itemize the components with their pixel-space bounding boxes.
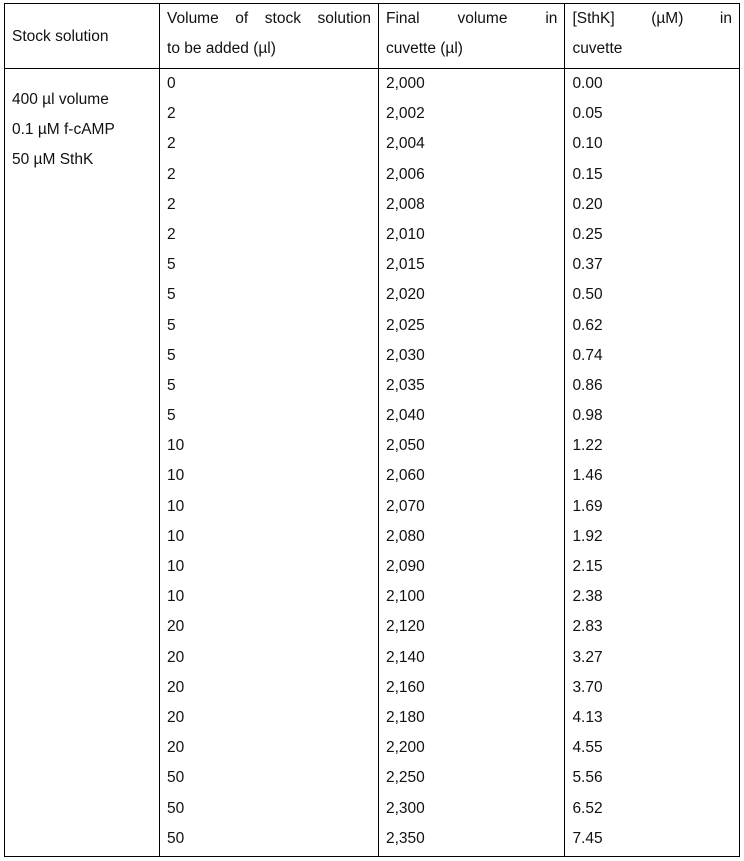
final-volume-cell: 2,070 bbox=[385, 497, 425, 515]
header-conc-word: (µM) bbox=[651, 10, 684, 27]
final-volume-cell: 2,015 bbox=[385, 256, 425, 274]
header-final-volume bbox=[378, 4, 564, 69]
volume-cell: 20 bbox=[167, 648, 185, 666]
header-stock-solution bbox=[5, 4, 160, 69]
volume-cell: 20 bbox=[167, 739, 185, 757]
header-final-word: Final bbox=[385, 10, 420, 27]
final-volume-cell: 2,090 bbox=[385, 558, 425, 575]
concentration-cell: 2.83 bbox=[572, 618, 603, 636]
volume-cell: 5 bbox=[167, 407, 176, 425]
concentration-cell: 3.27 bbox=[572, 648, 603, 666]
volume-cell: 10 bbox=[167, 558, 185, 575]
final-volume-cell: 2,035 bbox=[385, 376, 425, 394]
final-volume-cell: 2,160 bbox=[385, 678, 425, 696]
concentration-cell: 6.52 bbox=[572, 799, 603, 817]
concentration-cell: 0.86 bbox=[572, 376, 603, 394]
volume-cell: 20 bbox=[167, 708, 185, 726]
final-volume-cell: 2,004 bbox=[385, 135, 425, 153]
concentration-cell: 2.38 bbox=[572, 588, 603, 606]
final-volume-cell: 2,002 bbox=[385, 105, 425, 123]
concentration-cell: 0.00 bbox=[572, 75, 603, 92]
concentration-cell: 0.25 bbox=[572, 225, 603, 243]
final-volume-cell: 2,020 bbox=[385, 286, 425, 304]
header-final-line1 bbox=[386, 4, 557, 34]
concentration-cell: 0.37 bbox=[572, 256, 603, 274]
concentration-cell: 0.15 bbox=[572, 165, 603, 183]
concentration-cell: 1.22 bbox=[572, 437, 603, 455]
concentration-cell: 7.45 bbox=[572, 829, 603, 847]
volume-cell: 2 bbox=[167, 195, 176, 213]
volume-cell: 0 bbox=[167, 75, 176, 92]
final-volume-cell: 2,010 bbox=[385, 225, 425, 243]
volume-cell: 50 bbox=[167, 769, 185, 787]
final-volume-cell: 2,180 bbox=[385, 708, 425, 726]
concentration-cell: 1.92 bbox=[572, 527, 603, 545]
concentration-cell: 3.70 bbox=[572, 678, 603, 696]
final-volume-column bbox=[378, 69, 564, 857]
header-volume-added bbox=[160, 4, 379, 69]
concentration-cell: 0.62 bbox=[572, 316, 603, 334]
concentration-column bbox=[565, 69, 740, 857]
final-volume-cell: 2,200 bbox=[385, 739, 425, 757]
final-volume-cell: 2,250 bbox=[385, 769, 425, 787]
concentration-cell: 2.15 bbox=[572, 558, 603, 575]
volume-cell: 5 bbox=[167, 376, 176, 394]
volume-cell: 5 bbox=[167, 286, 176, 304]
final-volume-cell: 2,000 bbox=[385, 75, 425, 92]
volume-cell: 2 bbox=[167, 105, 176, 123]
header-final-line2: cuvette (µl) bbox=[385, 40, 463, 58]
header-conc-word: in bbox=[719, 10, 732, 27]
stock-line: 400 µl volume bbox=[12, 91, 109, 108]
header-volume-line1: Volume of stock solution bbox=[167, 10, 371, 27]
concentration-cell: 0.50 bbox=[572, 286, 603, 304]
volume-cell: 2 bbox=[167, 165, 176, 183]
header-volume-line2: to be added (µl) bbox=[167, 40, 276, 58]
stock-line: 50 µM SthK bbox=[12, 151, 94, 169]
final-volume-cell: 2,060 bbox=[385, 467, 425, 485]
concentration-cell: 0.05 bbox=[572, 105, 603, 123]
header-concentration bbox=[565, 4, 740, 69]
header-final-word: in bbox=[545, 10, 558, 27]
concentration-cell: 4.55 bbox=[572, 739, 603, 757]
concentration-cell: 4.13 bbox=[572, 708, 603, 726]
concentration-cell: 0.20 bbox=[572, 195, 603, 213]
volume-cell: 10 bbox=[167, 497, 185, 515]
concentration-cell: 0.10 bbox=[572, 135, 603, 153]
stock-solution-cell bbox=[5, 69, 160, 857]
concentration-cell: 1.46 bbox=[572, 467, 603, 485]
dilution-table bbox=[4, 3, 740, 857]
table-body-row bbox=[5, 69, 740, 857]
final-volume-cell: 2,008 bbox=[385, 195, 425, 213]
final-volume-cell: 2,350 bbox=[385, 829, 425, 847]
final-volume-cell: 2,100 bbox=[385, 588, 425, 606]
concentration-cell: 0.74 bbox=[572, 346, 603, 364]
volume-cell: 5 bbox=[167, 346, 176, 364]
volume-cell: 2 bbox=[167, 135, 176, 153]
volume-cell: 20 bbox=[167, 618, 185, 636]
header-final-word: volume bbox=[457, 10, 508, 27]
final-volume-cell: 2,030 bbox=[385, 346, 425, 364]
header-conc-line1 bbox=[572, 4, 732, 34]
volume-cell: 2 bbox=[167, 225, 176, 243]
header-row bbox=[5, 4, 740, 69]
final-volume-cell: 2,120 bbox=[385, 618, 425, 636]
stock-line: 0.1 µM f-cAMP bbox=[12, 121, 115, 139]
volume-cell: 10 bbox=[167, 437, 185, 455]
volume-cell: 10 bbox=[167, 588, 185, 606]
header-stock-label: Stock solution bbox=[12, 27, 109, 45]
header-conc-word: [SthK] bbox=[572, 10, 615, 27]
final-volume-cell: 2,006 bbox=[385, 165, 425, 183]
concentration-cell: 5.56 bbox=[572, 769, 603, 787]
final-volume-cell: 2,080 bbox=[385, 527, 425, 545]
volume-cell: 50 bbox=[167, 829, 185, 847]
volume-cell: 5 bbox=[167, 256, 176, 274]
volume-cell: 5 bbox=[167, 316, 176, 334]
concentration-cell: 0.98 bbox=[572, 407, 603, 425]
volume-cell: 50 bbox=[167, 799, 185, 817]
volume-cell: 10 bbox=[167, 467, 185, 485]
final-volume-cell: 2,300 bbox=[385, 799, 425, 817]
header-conc-line2: cuvette bbox=[572, 40, 623, 58]
final-volume-cell: 2,025 bbox=[385, 316, 425, 334]
volume-column bbox=[160, 69, 379, 857]
final-volume-cell: 2,050 bbox=[385, 437, 425, 455]
final-volume-cell: 2,040 bbox=[385, 407, 425, 425]
final-volume-cell: 2,140 bbox=[385, 648, 425, 666]
volume-cell: 20 bbox=[167, 678, 185, 696]
concentration-cell: 1.69 bbox=[572, 497, 603, 515]
volume-cell: 10 bbox=[167, 527, 185, 545]
